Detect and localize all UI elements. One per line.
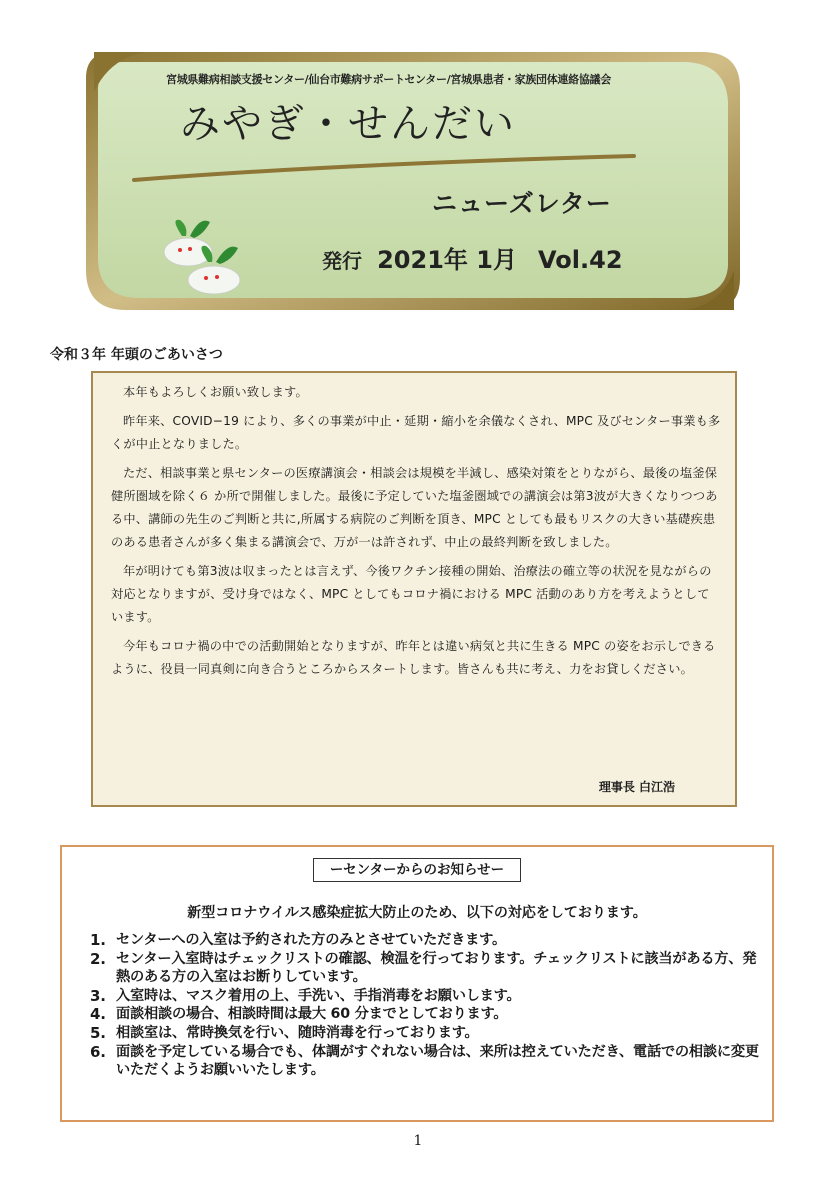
notice-item-text: 面談を予定している場合でも、体調がすぐれない場合は、来所は控えていただき、電話での相談に変更いただくようお願いいたします。 <box>116 1043 759 1079</box>
issue-prefix: 発行 <box>322 249 362 273</box>
notice-item-text: センター入室時はチェックリストの確認、検温を行っております。チェックリストに該当がある方、発熱のある方の入室はお断りしています。 <box>116 950 757 986</box>
issue-volume: Vol.42 <box>538 246 623 274</box>
notice-item-text: 入室時は、マスク着用の上、手洗い、手指消毒をお願いします。 <box>116 987 521 1004</box>
greeting-signature: 理事長 白江浩 <box>598 780 675 794</box>
greeting-paragraph: 年が明けても第3波は収まったとは言えず、今後ワクチン接種の開始、治療法の確立等の状況を見ながらの対応となりますが、受け身ではなく、MPC としてもコロナ禍における MPC 活動のあり方を考えようとしています。 <box>111 564 712 624</box>
notice-item <box>90 987 770 1006</box>
notice-item-number: 3. <box>90 986 106 1005</box>
notice-list <box>90 931 770 1080</box>
notice-item <box>90 1024 770 1043</box>
newsletter-subtitle: ニューズレター <box>432 189 612 218</box>
notice-item <box>90 950 770 987</box>
greeting-paragraph: 今年もコロナ禍の中での活動開始となりますが、昨年とは違い病気と共に生きる MPC の姿をお示しできるように、役員一同真剣に向き合うところからスタートします。皆さんも共に考え、力をお貸しください。 <box>111 639 716 676</box>
issue-info <box>322 240 623 275</box>
greeting-heading: 令和３年 年頭のごあいさつ <box>50 347 223 363</box>
notice-item-number: 5. <box>90 1023 106 1042</box>
page-number: 1 <box>413 1133 423 1149</box>
greeting-paragraph: ただ、相談事業と県センターの医療講演会・相談会は規模を半減し、感染対策をとりながら、最後の塩釜保健所圏域を除く６ か所で開催しました。最後に予定していた塩釜圏域での講演会は第3波が大きくなりつつある中、講師の先生のご判断と共に,所属する病院のご判断を頂き、MPC としても最もリスクの大きい基礎疾患のある患者さんが多く集まる講演会で、万が一は許されず、中止の最終判断を致しました。 <box>111 466 718 549</box>
organization-names: 宮城県難病相談支援センター/仙台市難病サポートセンター/宮城県患者・家族団体連絡協議会 <box>166 73 611 86</box>
greeting-paragraph: 本年もよろしくお願い致します。 <box>123 385 308 399</box>
notice-intro: 新型コロナウイルス感染症拡大防止のため、以下の対応をしております。 <box>187 905 647 921</box>
notice-item-text: 面談相談の場合、相談時間は最大 60 分までとしております。 <box>116 1006 508 1023</box>
notice-item <box>90 931 770 950</box>
greeting-paragraph: 昨年来、COVID−19 により、多くの事業が中止・延期・縮小を余儀なくされ、MPC 及びセンター事業も多くが中止となりました。 <box>111 414 721 451</box>
notice-item-number: 4. <box>90 1005 106 1024</box>
notice-item-text: 相談室は、常時換気を行い、随時消毒を行っております。 <box>116 1024 479 1041</box>
notice-item-number: 2. <box>90 949 106 968</box>
notice-item <box>90 1005 770 1024</box>
greeting-box <box>91 371 737 807</box>
notice-item-number: 6. <box>90 1042 106 1061</box>
snow-bunny-icon <box>184 242 246 296</box>
newsletter-title: みやぎ・せんだい <box>180 101 516 147</box>
notice-title: ーセンターからのお知らせー <box>313 858 521 882</box>
notice-item-text: センターへの入室は予約された方のみとさせていただきます。 <box>116 932 506 948</box>
issue-date: 2021年 1月 <box>377 246 517 274</box>
notice-item <box>90 1043 770 1080</box>
notice-box <box>60 845 774 1122</box>
notice-item-number: 1. <box>90 931 106 949</box>
newsletter-banner <box>86 52 740 310</box>
